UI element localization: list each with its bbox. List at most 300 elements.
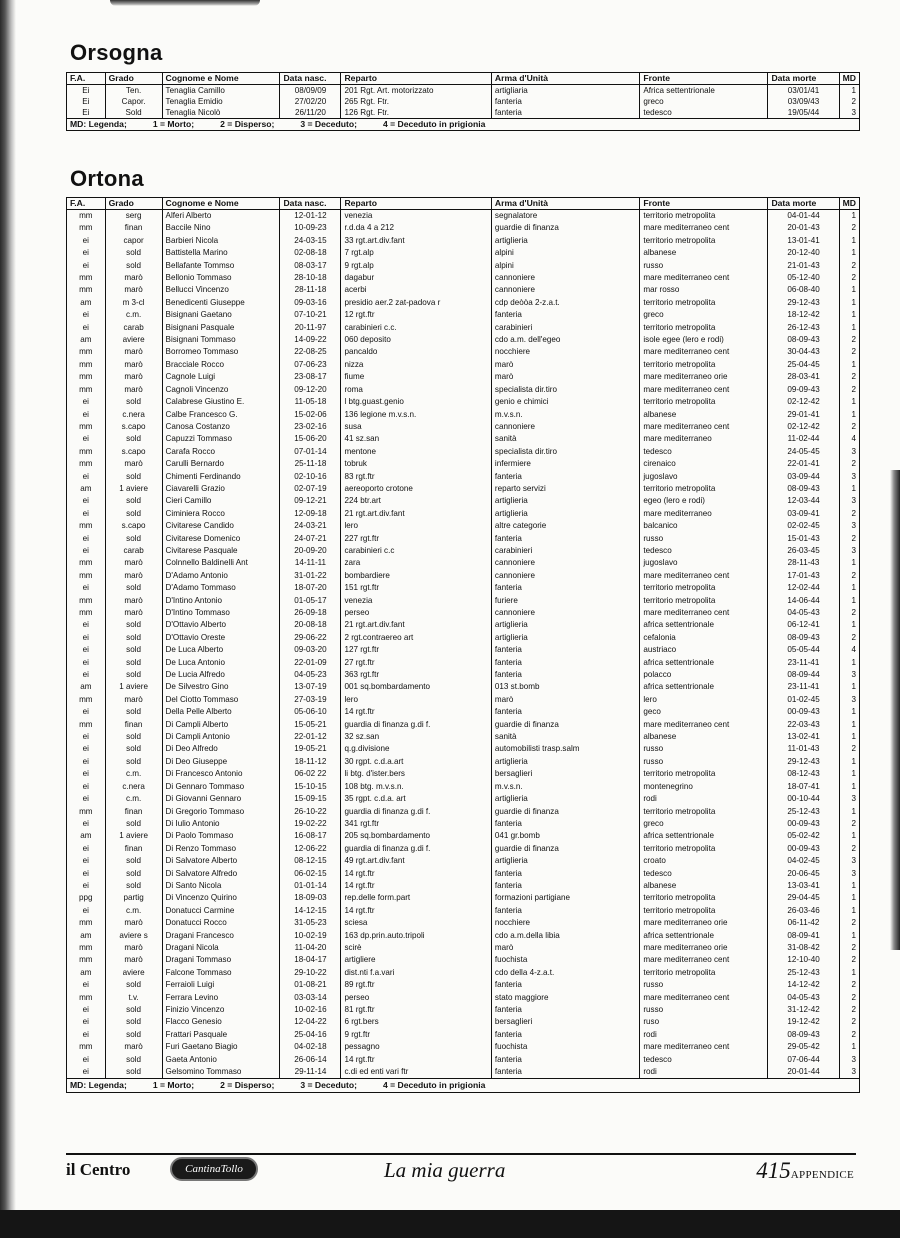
cell-morte: 25-04-45 <box>768 359 839 371</box>
cell-nascita: 25-04-16 <box>280 1029 341 1041</box>
column-header-fronte: Fronte <box>640 198 768 210</box>
cell-fa: ppg <box>67 892 106 904</box>
cell-arma: fanteria <box>491 533 639 545</box>
cell-arma: 041 gr.bomb <box>491 830 639 842</box>
cell-fa: mm <box>67 520 106 532</box>
cell-fa: ei <box>67 706 106 718</box>
legend-row <box>67 1079 860 1093</box>
cell-reparto: bombardiere <box>341 570 491 582</box>
cell-fronte: mare mediterraneo orie <box>640 917 768 929</box>
cell-nascita: 01-08-21 <box>280 979 341 991</box>
cell-fronte: territorio metropolita <box>640 359 768 371</box>
cell-morte: 17-01-43 <box>768 570 839 582</box>
table-row <box>67 1041 860 1053</box>
cell-fronte: russo <box>640 1004 768 1016</box>
cell-reparto: pessagno <box>341 1041 491 1053</box>
cell-nascita: 20-08-18 <box>280 619 341 631</box>
cell-morte: 05-05-44 <box>768 644 839 656</box>
cell-fronte: mare mediterraneo orie <box>640 942 768 954</box>
cell-nascita: 12-09-18 <box>280 508 341 520</box>
cell-nome: Di Paolo Tommaso <box>162 830 280 842</box>
cell-fa: ei <box>67 322 106 334</box>
cell-nome: Bellonio Tommaso <box>162 272 280 284</box>
cell-nome: Borromeo Tommaso <box>162 346 280 358</box>
table-row <box>67 793 860 805</box>
cell-grado: 1 aviere <box>105 483 162 495</box>
cell-arma: guardie di finanza <box>491 806 639 818</box>
cell-morte: 09-09-43 <box>768 384 839 396</box>
cell-grado: s.capo <box>105 446 162 458</box>
cell-morte: 14-06-44 <box>768 595 839 607</box>
cell-reparto: guardia di finanza g.di f. <box>341 719 491 731</box>
table-row <box>67 1004 860 1016</box>
cell-fa: ei <box>67 235 106 247</box>
cell-nascita: 25-11-18 <box>280 458 341 470</box>
legend-label: MD: Legenda; <box>70 1080 127 1091</box>
cell-morte: 04-05-43 <box>768 992 839 1004</box>
legend-item: 4 = Deceduto in prigionia <box>382 119 486 129</box>
cell-nascita: 20-09-20 <box>280 545 341 557</box>
cell-reparto: acerbi <box>341 284 491 296</box>
table-row <box>67 582 860 594</box>
cell-fronte: ruso <box>640 1016 768 1028</box>
cell-arma: fuochista <box>491 1041 639 1053</box>
cell-fronte: cirenaico <box>640 458 768 470</box>
cell-fronte: russo <box>640 533 768 545</box>
cell-nome: Di Giovanni Gennaro <box>162 793 280 805</box>
table-row <box>67 892 860 904</box>
cell-reparto: aereoporto crotone <box>341 483 491 495</box>
column-header-grado: Grado <box>105 198 162 210</box>
cell-reparto: mentone <box>341 446 491 458</box>
table-row <box>67 719 860 731</box>
cell-morte: 00-09-43 <box>768 706 839 718</box>
cell-arma: carabinieri <box>491 322 639 334</box>
section-label: APPENDICE <box>790 1169 854 1181</box>
cell-morte: 20-12-40 <box>768 247 839 259</box>
cell-reparto: sciesa <box>341 917 491 929</box>
table-row <box>67 396 860 408</box>
cell-morte: 13-02-41 <box>768 731 839 743</box>
cell-fa: ei <box>67 260 106 272</box>
table-row <box>67 1016 860 1028</box>
cell-fronte: croato <box>640 855 768 867</box>
cell-reparto: 6 rgt.bers <box>341 1016 491 1028</box>
cell-morte: 26-03-45 <box>768 545 839 557</box>
cell-arma: automobilisti trasp.salm <box>491 743 639 755</box>
cell-nascita: 12-04-22 <box>280 1016 341 1028</box>
table-row <box>67 508 860 520</box>
legend-label: MD: Legenda; <box>70 119 127 129</box>
cell-fa: mm <box>67 942 106 954</box>
table-row <box>67 1054 860 1066</box>
cell-md: 2 <box>839 992 859 1004</box>
cell-nome: Di Deo Alfredo <box>162 743 280 755</box>
md-legend <box>67 1079 860 1093</box>
cell-arma: sanità <box>491 433 639 445</box>
cell-grado: sold <box>105 1029 162 1041</box>
cell-arma: marò <box>491 359 639 371</box>
legend-item: 4 = Deceduto in prigionia <box>382 1080 486 1091</box>
cell-nascita: 10-09-23 <box>280 222 341 234</box>
cell-reparto: roma <box>341 384 491 396</box>
cell-nome: De Luca Alberto <box>162 644 280 656</box>
cell-morte: 18-12-42 <box>768 309 839 321</box>
cell-nome: Falcone Tommaso <box>162 967 280 979</box>
cell-arma: fanteria <box>491 107 639 119</box>
cell-fronte: tedesco <box>640 1054 768 1066</box>
cell-fa: ei <box>67 471 106 483</box>
cell-morte: 11-01-43 <box>768 743 839 755</box>
cell-fa: mm <box>67 384 106 396</box>
cell-fronte: albanese <box>640 409 768 421</box>
cell-reparto: 14 rgt.ftr <box>341 905 491 917</box>
cell-nascita: 09-12-20 <box>280 384 341 396</box>
cell-reparto: li btg. d'ister.bers <box>341 768 491 780</box>
cell-fa: ei <box>67 644 106 656</box>
cell-nascita: 15-06-20 <box>280 433 341 445</box>
cell-fa: ei <box>67 632 106 644</box>
cell-arma: fanteria <box>491 818 639 830</box>
column-header-arma: Arma d'Unità <box>491 73 639 85</box>
cell-nascita: 28-11-18 <box>280 284 341 296</box>
cell-md: 3 <box>839 471 859 483</box>
cell-fronte: jugoslavo <box>640 557 768 569</box>
cell-md: 2 <box>839 942 859 954</box>
cell-fa: mm <box>67 272 106 284</box>
cell-fronte: mare mediterraneo orie <box>640 371 768 383</box>
cell-nascita: 14-11-11 <box>280 557 341 569</box>
cell-morte: 00-09-43 <box>768 843 839 855</box>
cell-nascita: 20-11-97 <box>280 322 341 334</box>
cell-fronte: mare mediterraneo cent <box>640 607 768 619</box>
cell-md: 2 <box>839 1029 859 1041</box>
cell-grado: sold <box>105 508 162 520</box>
cell-grado: sold <box>105 1016 162 1028</box>
cell-fronte: mare mediterraneo cent <box>640 272 768 284</box>
section-title-orsogna: Orsogna <box>70 40 163 65</box>
table-row <box>67 942 860 954</box>
cell-morte: 03-09-44 <box>768 471 839 483</box>
cell-morte: 04-05-43 <box>768 607 839 619</box>
cell-reparto: l btg.guast.genio <box>341 396 491 408</box>
cell-nascita: 27/02/20 <box>280 96 341 107</box>
cell-nascita: 29-06-22 <box>280 632 341 644</box>
cell-fronte: rodi <box>640 1029 768 1041</box>
cell-fa: ei <box>67 868 106 880</box>
cell-fa: mm <box>67 371 106 383</box>
table-row <box>67 768 860 780</box>
cell-nome: D'Ottavio Oreste <box>162 632 280 644</box>
cell-grado: sold <box>105 979 162 991</box>
cell-reparto: nizza <box>341 359 491 371</box>
cell-arma: guardie di finanza <box>491 843 639 855</box>
cell-fa: am <box>67 483 106 495</box>
cell-fronte: lero <box>640 694 768 706</box>
cell-fronte: tedesco <box>640 868 768 880</box>
table-row <box>67 930 860 942</box>
cell-md: 3 <box>839 107 859 119</box>
cell-grado: sold <box>105 619 162 631</box>
cell-nome: Benedicenti Giuseppe <box>162 297 280 309</box>
cell-md: 1 <box>839 880 859 892</box>
cell-fa: mm <box>67 458 106 470</box>
cell-nome: D'Ottavio Alberto <box>162 619 280 631</box>
cell-morte: 08-12-43 <box>768 768 839 780</box>
cell-fronte: mare mediterraneo cent <box>640 421 768 433</box>
cell-fronte: montenegrino <box>640 781 768 793</box>
cell-fronte: territorio metropolita <box>640 967 768 979</box>
cell-arma: cdo a.m.della libia <box>491 930 639 942</box>
legend-item: 1 = Morto; <box>152 119 195 129</box>
table-row <box>67 458 860 470</box>
cell-morte: 06-08-40 <box>768 284 839 296</box>
cell-grado: marò <box>105 595 162 607</box>
cell-nome: Baccile Nino <box>162 222 280 234</box>
cell-arma: fanteria <box>491 582 639 594</box>
cell-reparto: carabinieri c.c. <box>341 322 491 334</box>
cell-reparto: 49 rgt.art.div.fant <box>341 855 491 867</box>
cell-morte: 08-09-43 <box>768 632 839 644</box>
cell-fa: Ei <box>67 107 106 119</box>
cell-nascita: 15-05-21 <box>280 719 341 731</box>
cell-nome: D'Adamo Tommaso <box>162 582 280 594</box>
cell-arma: cannoniere <box>491 557 639 569</box>
table-row <box>67 557 860 569</box>
cell-arma: furiere <box>491 595 639 607</box>
cell-reparto: 151 rgt.ftr <box>341 582 491 594</box>
cell-morte: 12-02-44 <box>768 582 839 594</box>
table-row <box>67 905 860 917</box>
cell-grado: marò <box>105 917 162 929</box>
cell-fa: am <box>67 297 106 309</box>
cell-nascita: 19-02-22 <box>280 818 341 830</box>
table-row <box>67 483 860 495</box>
cell-nascita: 07-10-21 <box>280 309 341 321</box>
cell-arma: cdp deòòa 2-z.a.t. <box>491 297 639 309</box>
cell-grado: 1 aviere <box>105 681 162 693</box>
cell-arma: fanteria <box>491 1054 639 1066</box>
cell-reparto: 224 btr.art <box>341 495 491 507</box>
cell-nascita: 07-06-23 <box>280 359 341 371</box>
cell-fa: ei <box>67 756 106 768</box>
cell-grado: sold <box>105 743 162 755</box>
cell-morte: 13-01-41 <box>768 235 839 247</box>
cell-fa: ei <box>67 396 106 408</box>
cell-fronte: mare mediterraneo <box>640 508 768 520</box>
cell-nascita: 26-09-18 <box>280 607 341 619</box>
table-row <box>67 85 860 97</box>
cell-nascita: 03-03-14 <box>280 992 341 1004</box>
cell-md: 2 <box>839 371 859 383</box>
cell-fa: ei <box>67 979 106 991</box>
cell-reparto: presidio aer.2 zat-padova r <box>341 297 491 309</box>
cell-fa: mm <box>67 992 106 1004</box>
cell-fronte: territorio metropolita <box>640 235 768 247</box>
cell-nascita: 26/11/20 <box>280 107 341 119</box>
legend-item: 2 = Disperso; <box>220 1080 275 1091</box>
cell-arma: marò <box>491 942 639 954</box>
cell-arma: marò <box>491 371 639 383</box>
cell-arma: fuochista <box>491 954 639 966</box>
cell-nascita: 09-03-16 <box>280 297 341 309</box>
cell-nome: Bracciale Rocco <box>162 359 280 371</box>
cell-reparto: 7 rgt.alp <box>341 247 491 259</box>
cell-reparto: 2 rgt.contraereo art <box>341 632 491 644</box>
cell-arma: genio e chimici <box>491 396 639 408</box>
cell-nome: Alferi Alberto <box>162 210 280 223</box>
cell-arma: sanità <box>491 731 639 743</box>
cell-md: 2 <box>839 818 859 830</box>
cell-reparto: 21 rgt.art.div.fant <box>341 508 491 520</box>
cell-nascita: 12-01-12 <box>280 210 341 223</box>
cell-md: 1 <box>839 967 859 979</box>
cell-fa: ei <box>67 781 106 793</box>
cell-morte: 24-05-45 <box>768 446 839 458</box>
cell-nome: Gelsomino Tommaso <box>162 1066 280 1079</box>
cell-arma: fanteria <box>491 1004 639 1016</box>
cell-morte: 22-01-41 <box>768 458 839 470</box>
cell-md: 1 <box>839 247 859 259</box>
cell-md: 2 <box>839 843 859 855</box>
cell-fronte: isole egee (lero e rodi) <box>640 334 768 346</box>
cell-reparto: artigliere <box>341 954 491 966</box>
cell-md: 2 <box>839 346 859 358</box>
cell-nascita: 01-05-17 <box>280 595 341 607</box>
cell-nome: Di Santo Nicola <box>162 880 280 892</box>
cell-fronte: geco <box>640 706 768 718</box>
cell-grado: sold <box>105 1004 162 1016</box>
cell-arma: stato maggiore <box>491 992 639 1004</box>
cell-morte: 03/01/41 <box>768 85 839 97</box>
cell-fa: mm <box>67 421 106 433</box>
cell-grado: sold <box>105 731 162 743</box>
cell-reparto: perseo <box>341 992 491 1004</box>
cell-fa: mm <box>67 806 106 818</box>
md-legend <box>67 119 860 131</box>
table-row <box>67 446 860 458</box>
cell-arma: artigliaria <box>491 85 639 97</box>
cell-nome: De Lucia Alfredo <box>162 669 280 681</box>
cell-md: 4 <box>839 644 859 656</box>
table-row <box>67 309 860 321</box>
column-header-reparto: Reparto <box>341 198 491 210</box>
cell-nome: Bisignani Tommaso <box>162 334 280 346</box>
cell-fa: ei <box>67 880 106 892</box>
column-header-arma: Arma d'Unità <box>491 198 639 210</box>
cell-arma: fanteria <box>491 309 639 321</box>
cell-nome: De Silvestro Gino <box>162 681 280 693</box>
cell-reparto: zara <box>341 557 491 569</box>
column-header-morte: Data morte <box>768 198 839 210</box>
table-row <box>67 520 860 532</box>
cell-md: 1 <box>839 892 859 904</box>
cell-fa: mm <box>67 570 106 582</box>
table-row <box>67 595 860 607</box>
cell-arma: alpini <box>491 260 639 272</box>
cell-grado: sold <box>105 396 162 408</box>
cell-md: 2 <box>839 421 859 433</box>
cell-grado: sold <box>105 260 162 272</box>
cell-md: 1 <box>839 619 859 631</box>
cell-morte: 02-02-45 <box>768 520 839 532</box>
cell-nome: Calbe Francesco G. <box>162 409 280 421</box>
cell-fronte: mare mediterraneo <box>640 433 768 445</box>
cell-grado: sold <box>105 880 162 892</box>
cell-nome: Bellafante Tommso <box>162 260 280 272</box>
cell-nascita: 15-10-15 <box>280 781 341 793</box>
cell-nascita: 04-05-23 <box>280 669 341 681</box>
cell-grado: sold <box>105 582 162 594</box>
cell-reparto: q.g.divisione <box>341 743 491 755</box>
cell-fa: ei <box>67 743 106 755</box>
cell-morte: 04-02-45 <box>768 855 839 867</box>
cell-md: 1 <box>839 582 859 594</box>
cell-nascita: 26-06-14 <box>280 1054 341 1066</box>
table-header-row <box>67 198 860 210</box>
legend-row <box>67 119 860 131</box>
cell-fronte: rodi <box>640 1066 768 1079</box>
table-row <box>67 570 860 582</box>
cell-fronte: tedesco <box>640 545 768 557</box>
cell-nome: Di Renzo Tommaso <box>162 843 280 855</box>
scan-edge-bottom <box>0 1210 900 1238</box>
cell-arma: bersaglieri <box>491 1016 639 1028</box>
cell-reparto: susa <box>341 421 491 433</box>
cell-nascita: 26-10-22 <box>280 806 341 818</box>
cell-nome: Del Ciotto Tommaso <box>162 694 280 706</box>
cell-grado: marò <box>105 942 162 954</box>
cell-reparto: 060 deposito <box>341 334 491 346</box>
cell-morte: 00-09-43 <box>768 818 839 830</box>
cell-reparto: 227 rgt.ftr <box>341 533 491 545</box>
cell-grado: marò <box>105 359 162 371</box>
cell-arma: nocchiere <box>491 346 639 358</box>
cell-md: 1 <box>839 396 859 408</box>
cell-md: 1 <box>839 706 859 718</box>
cell-fa: ei <box>67 731 106 743</box>
cell-fa: ei <box>67 1066 106 1079</box>
cell-reparto: carabinieri c.c <box>341 545 491 557</box>
cell-grado: finan <box>105 843 162 855</box>
cell-nome: Di Campli Antonio <box>162 731 280 743</box>
cell-md: 2 <box>839 1016 859 1028</box>
cell-fronte: russo <box>640 743 768 755</box>
table-row <box>67 644 860 656</box>
cell-nome: Di Vincenzo Quirino <box>162 892 280 904</box>
cell-fronte: africa settentrionale <box>640 930 768 942</box>
cell-nome: Dragani Nicola <box>162 942 280 954</box>
cell-md: 2 <box>839 222 859 234</box>
cell-grado: partig <box>105 892 162 904</box>
cell-morte: 29-12-43 <box>768 756 839 768</box>
cell-arma: fanteria <box>491 905 639 917</box>
table-row <box>67 322 860 334</box>
cell-fa: mm <box>67 346 106 358</box>
table-row <box>67 1029 860 1041</box>
table-row <box>67 533 860 545</box>
cell-md: 3 <box>839 855 859 867</box>
column-header-morte: Data morte <box>768 73 839 85</box>
cell-nascita: 18-07-20 <box>280 582 341 594</box>
cell-fa: ei <box>67 818 106 830</box>
cell-reparto: 001 sq.bombardamento <box>341 681 491 693</box>
cell-reparto: 163 dp.prin.auto.tripoli <box>341 930 491 942</box>
cell-md: 2 <box>839 1004 859 1016</box>
cell-md: 3 <box>839 446 859 458</box>
cell-arma: cannoniere <box>491 421 639 433</box>
cell-nascita: 24-07-21 <box>280 533 341 545</box>
